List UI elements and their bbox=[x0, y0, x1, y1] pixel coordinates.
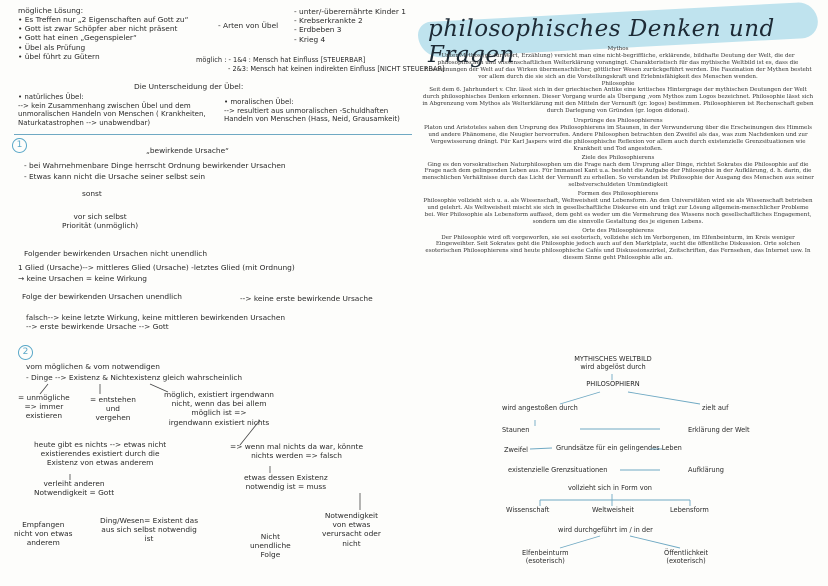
mindmap-wissenschaft: Wissenschaft bbox=[506, 506, 550, 514]
beispiel-item: - unter/-überernährte Kinder 1 bbox=[294, 7, 406, 16]
loesung-title: mögliche Lösung: bbox=[18, 6, 84, 15]
unterscheidung-heading: Die Unterscheidung der Übel: bbox=[134, 82, 244, 91]
section-heading: Orte des Philosophierens bbox=[582, 227, 654, 234]
verleiht-gott: verleiht anderen Notwendigkeit = Gott bbox=[34, 479, 115, 498]
folge-unendlich: Folge der bewirkenden Ursachen unendlich bbox=[22, 292, 182, 301]
arten-label: - Arten von Übel bbox=[218, 21, 279, 30]
section2-line: vom möglichen & vom notwendigen bbox=[26, 362, 160, 371]
beispiel-item: - Krieg 4 bbox=[294, 34, 326, 44]
folgender-line: Folgender bewirkenden Ursachen nicht unendlich bbox=[24, 249, 208, 258]
paragraph: Unter Mythos (gr. für Wort, Erzählung) versicht man eine nicht-begriffliche, erklärende, bildhafte Deutung der Welt, die der philosophischen und wissenschaftlichen Welterklärung vorangingt. Charakteristisch für das mythische Weltbild ist es, dass die Erscheinungen der Welt auf das Wirken übermenschlicher, göttlicher Wesen zurückgeführt werden. Die Faszination der Mythen besteht vor allem durch die sie sich an die Vorstellungskraft und Erlebnisfähigkeit des Menschen wenden. bbox=[424, 52, 812, 80]
section2-line: - Dinge --> Existenz & Nichtexistenz gleich wahrscheinlich bbox=[26, 373, 243, 382]
loesung-item: • Es Treffen nur „2 Eigenschaften auf Gott zu“ bbox=[18, 15, 189, 24]
page-title: philosophisches Denken und Fragen bbox=[428, 16, 775, 68]
loesung-item: • Gott hat einen „Gegenspieler“ bbox=[18, 33, 137, 43]
moralisches-uebel: • moralischen Übel: --> resultiert aus unmoralischen -Schuldhaften Handeln von Menschen (Hass, Neid, Grausamkeit) bbox=[224, 98, 400, 124]
mindmap-staunen: Staunen bbox=[502, 426, 530, 434]
keine-ursachen: → keine Ursachen = keine Wirkung bbox=[18, 274, 147, 283]
mindmap-vollzieht: vollzieht sich in Form von bbox=[568, 484, 652, 492]
mindmap-grundsaetze: Grundsätze für ein gelingendes Leben bbox=[556, 444, 682, 452]
paragraph: Platon und Aristoteles sahen den Ursprung des Philosophierens im Staunen, in der Verwunderung über die Erscheinungen des Himmels und andere Phänomene, die Neugier hervorrufen. Andere Philosophen betrachten den Zweifel als das, was zum Nachdenken und zur Vergewisserung drängt. Für Karl Jaspers wird die philosophische Reflexion vor allem auch durch existenzielle Grenzsituationen wie Krankheit und Tod angestoßen. bbox=[423, 124, 813, 152]
mindmap-zielt: zielt auf bbox=[702, 404, 729, 412]
ding-wesen: Ding/Wesen= Existent das aus sich selbst notwendig ist bbox=[100, 516, 199, 544]
section-heading: Philosophie bbox=[601, 80, 635, 87]
mindmap-durchgefuehrt: wird durchgeführt im / in der bbox=[558, 526, 653, 534]
section-heading: Formen des Philosophierens bbox=[577, 191, 659, 198]
loesung-item: • Übel als Prüfung bbox=[18, 42, 86, 52]
mindmap-oeffentlichkeit: Öffentlichkeit (exoterisch) bbox=[664, 549, 709, 565]
mindmap-philosophieren: PHILOSOPHIERN bbox=[586, 380, 640, 388]
loesung-item: • übel führt zu Gütern bbox=[18, 51, 100, 61]
notwendigkeit: Notwendigkeit von etwas verursacht oder nicht bbox=[322, 511, 381, 548]
moeglich-existiert: möglich, existiert irgendwann nicht, wenn das bei allem möglich ist => irgendwann existiert nichts bbox=[164, 390, 274, 427]
mindmap-weltweisheit: Weltweisheit bbox=[592, 506, 634, 514]
mindmap-erklaerung: Erklärung der Welt bbox=[688, 426, 750, 434]
beispiel-item: - Krebserkrankte 2 bbox=[294, 16, 363, 26]
nicht-unendliche-folge: Nicht unendliche Folge bbox=[250, 532, 291, 560]
unmoegliche: = unmögliche => immer existieren bbox=[18, 393, 70, 421]
mindmap-lebensform: Lebensform bbox=[670, 506, 709, 514]
mindmap-top: MYTHISCHES WELTBILD wird abgelöst durch bbox=[574, 355, 652, 371]
section-number-1: 1 bbox=[12, 138, 27, 153]
mindmap-grenzsituationen: existenzielle Grenzsituationen bbox=[508, 466, 608, 474]
section1-heading: „bewirkende Ursache“ bbox=[146, 146, 229, 155]
section-heading: Ziele des Philosophierens bbox=[581, 154, 655, 161]
section-heading: Ursprünge des Philosophierens bbox=[573, 118, 663, 125]
paragraph: Seit dem 6. Jahrhundert v. Chr. lässt sich in der griechischen Antike eine kritisches Hintergrage der mythischen Deutungen der Welt durch philosophisches Denken erkennen. Dieser Vorgang wurde als Übergang ‚vom Mythos zum Logos bezeichnet. Philosophie lässt sich in Abgrenzung vom Mythos als Welterklärung mit den Mitteln der Vernunft (gr. logos) bestimmen. Philosophieren ist Rechenschaft geben durch Darlegung von Gründen (gr. logon didonai). bbox=[422, 87, 814, 115]
section-number-2: 2 bbox=[18, 345, 33, 360]
mindmap-zweifel: Zweifel bbox=[504, 446, 529, 454]
moeglich-line-2: - 2&3: Mensch hat keinen indirekten Einfluss [NICHT STEUERBAR] bbox=[228, 65, 445, 73]
sonst-label: sonst bbox=[82, 189, 102, 198]
paragraph: Ging es den vorsokratischen Naturphilosophen um die Frage nach dem Ursprung aller Dinge, richtet Sokrates die Philosophie auf die Frage nach dem gelingenden Leben aus. Für Immanuel Kant u.a. besteht die Aufgabe der Philosophie in der Aufklärung, d. h. darin, die menschlichen Verhältnisse durch das Licht der Vernunft zu erhellen. So verstanden ist Philosophie der Ausgang des Menschen aus seiner selbstverschuldeten Unmündigkeit bbox=[422, 161, 814, 189]
keine-erste-ursache: --> keine erste bewirkende Ursache bbox=[240, 294, 373, 303]
moeglich-line-1: möglich : - 1&4 : Mensch hat Einfluss [STEUERBAR] bbox=[196, 56, 366, 64]
beispiel-item: - Erdbeben 3 bbox=[294, 25, 342, 35]
mindmap-angestossen: wird angestoßen durch bbox=[502, 404, 578, 412]
section1-line: - bei Wahrnehmenbare Dinge herrscht Ordnung bewirkender Ursachen bbox=[24, 161, 286, 170]
section1-line: - Etwas kann nicht die Ursache seiner selbst sein bbox=[24, 172, 206, 181]
section-heading: Mythos bbox=[607, 46, 629, 52]
mindmap-elfenbeinturm: Elfenbeinturm (esoterisch) bbox=[522, 549, 569, 565]
paragraph: Philosophie vollzieht sich u. a. als Wissenschaft, Weltweisheit und Lebensform. An den Universitäten wird sie als Wissenschaft betrieben und gelehrt. Als Weltweisheit mischt sie sich in gesellschaftliche Diskurse ein und trägt zur Lösung allgemein-menschlicher Probleme bei. Wer Philosophie als Lebensform auffasst, dem geht es weder um die Vermehrung des Wissens noch gesellschaftliches Engagement, sondern um die sinnvolle Gestaltung des je eigenen Lebens. bbox=[423, 198, 813, 225]
vor-sich-selbst: vor sich selbst Priorität (unmöglich) bbox=[62, 212, 139, 231]
dessen-existenz: etwas dessen Existenz notwendig ist = muss bbox=[244, 473, 328, 492]
heute-gibt-es: heute gibt es nichts --> etwas nicht existierendes existiert durch die Existenz von etwas anderem bbox=[34, 440, 167, 468]
falsch-conclusion: falsch--> keine letzte Wirkung, keine mittleren bewirkenden Ursachen --> erste bewirkende Ursache --> Gott bbox=[26, 313, 286, 332]
paragraph: Der Philosophie wird oft vorgeworfen, sie sei esoterisch, vollziehe sich im Verborgenen, im Elfenbeinturm, im Kreis weniger Eingeweihter. Seit Sokrates geht die Philosophie jedoch auch auf den Marktplatz, sucht die öffentliche Diskussion. Orte solchen esoterischen Philosophierens sind heute philosophische Cafés und Diskussionszirkel, Zeitschriften, das Fernsehen, das Internet usw. In diesem Sinne geht Philosophie alle an. bbox=[425, 234, 811, 262]
mindmap-aufklaerung: Aufklärung bbox=[688, 466, 724, 474]
loesung-item: • Gott ist zwar Schöpfer aber nicht präsent bbox=[18, 24, 178, 34]
wenn-nichts: => wenn mal nichts da war, könnte nichts werden => falsch bbox=[230, 442, 363, 461]
entstehen: = entstehen und vergehen bbox=[90, 395, 136, 423]
natuerliches-uebel: • natürliches Übel: --> kein Zusammenhang zwischen Übel und dem unmoralischen Handeln von Menschen ( Krankheiten, Naturkatastrophen --> unabwendbar) bbox=[18, 93, 206, 127]
glied-line: 1 Glied (Ursache)--> mittleres Glied (Ursache) -letztes Glied (mit Ordnung) bbox=[18, 263, 295, 272]
empfangen: Empfangen nicht von etwas anderem bbox=[14, 520, 73, 548]
